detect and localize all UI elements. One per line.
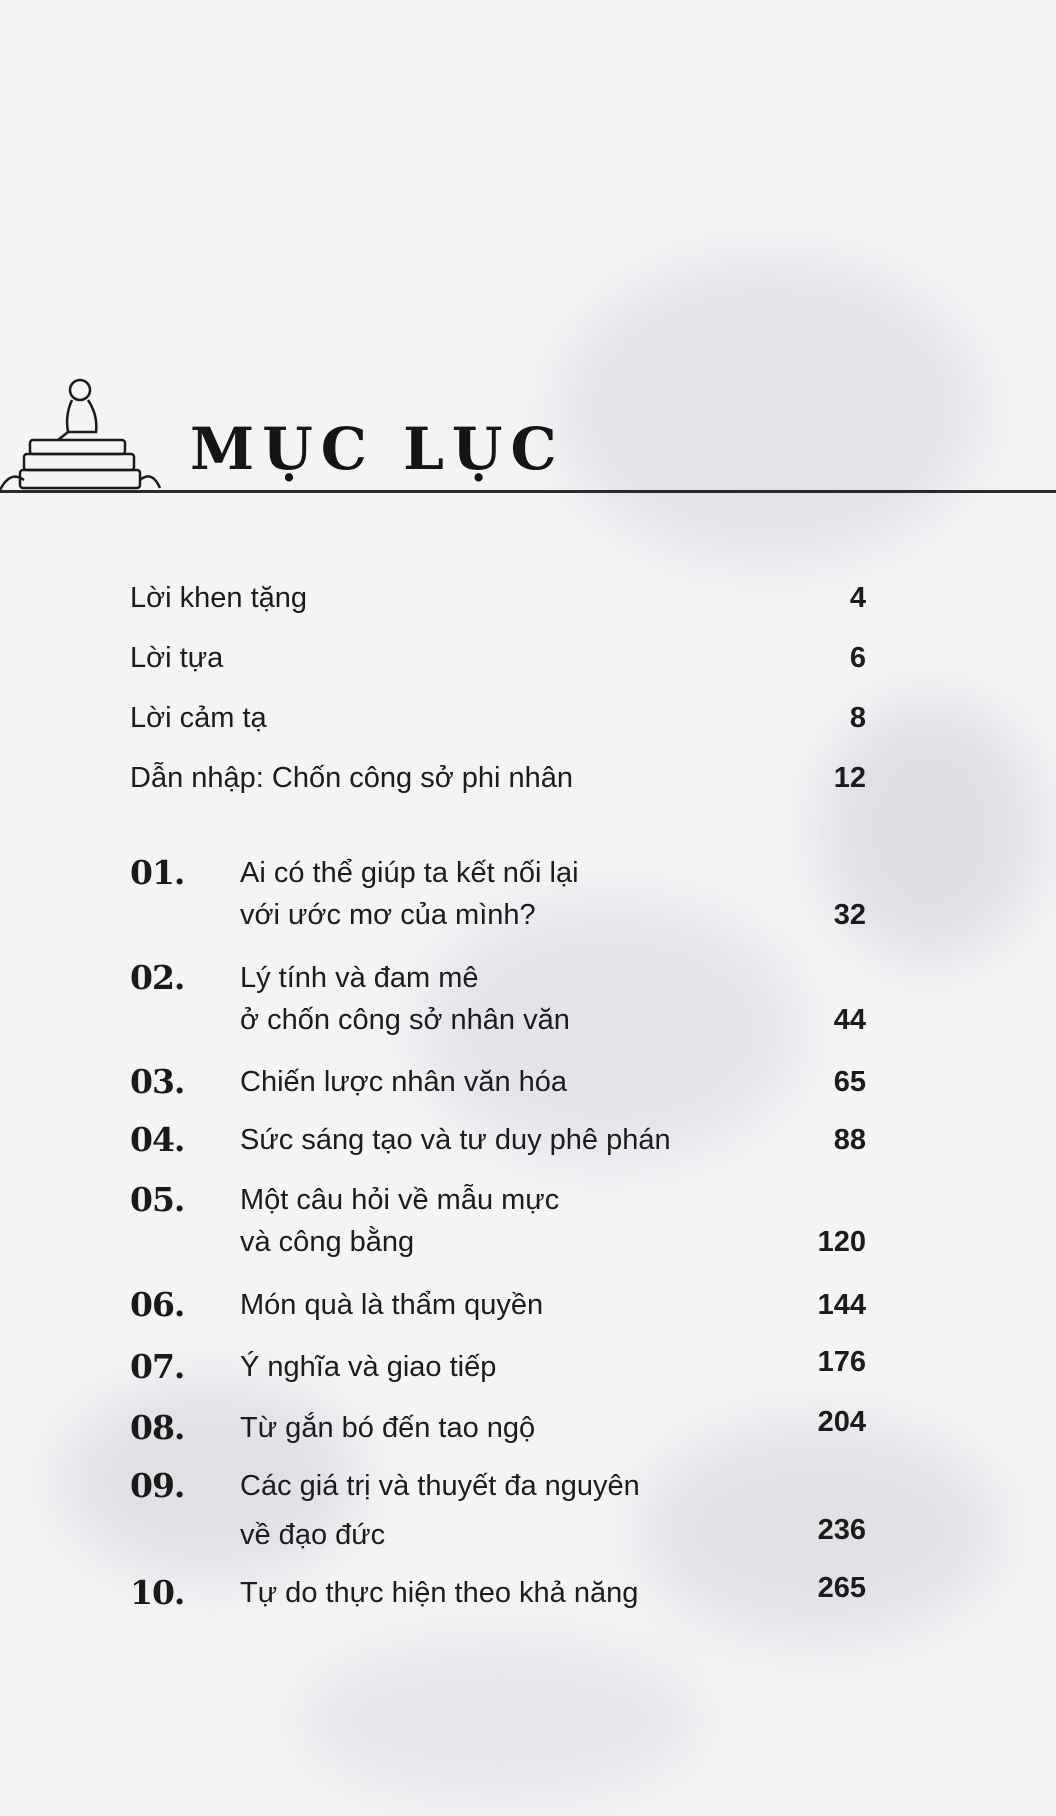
chapter-number: 01. bbox=[130, 853, 185, 892]
chapter-title-line1[interactable]: Tự do thực hiện theo khả năng bbox=[240, 1577, 639, 1609]
toc-entry-label[interactable]: Lời cảm tạ bbox=[130, 702, 267, 734]
chapter-title-line1[interactable]: Chiến lược nhân văn hóa bbox=[240, 1066, 568, 1098]
chapter-title-line1[interactable]: Từ gắn bó đến tao ngộ bbox=[240, 1412, 536, 1444]
reading-figure-on-books-icon bbox=[0, 370, 170, 505]
page-title: MỤC LỤC bbox=[190, 415, 565, 483]
toc-entry-page: 6 bbox=[849, 642, 866, 674]
chapter-title-line2[interactable]: và công bằng bbox=[240, 1226, 415, 1258]
chapter-title-line1[interactable]: Một câu hỏi về mẫu mực bbox=[240, 1184, 560, 1216]
chapter-page: 120 bbox=[817, 1226, 866, 1258]
chapter-number: 09. bbox=[130, 1466, 185, 1505]
chapter-title-line2[interactable]: về đạo đức bbox=[240, 1519, 386, 1551]
chapter-number: 05. bbox=[130, 1180, 185, 1219]
chapter-title-line1[interactable]: Sức sáng tạo và tư duy phê phán bbox=[240, 1124, 671, 1156]
chapter-title-line2[interactable]: với ước mơ của mình? bbox=[240, 899, 536, 931]
header-divider bbox=[0, 490, 1056, 493]
chapter-number: 06. bbox=[130, 1285, 185, 1324]
toc-entry-page: 12 bbox=[833, 762, 866, 794]
watercolor-stain bbox=[300, 1640, 700, 1800]
watercolor-stain bbox=[560, 260, 980, 560]
chapter-page: 65 bbox=[833, 1066, 866, 1098]
chapter-page: 32 bbox=[833, 899, 866, 931]
chapter-title-line1[interactable]: Ai có thể giúp ta kết nối lại bbox=[240, 857, 579, 889]
chapter-page: 265 bbox=[817, 1572, 866, 1604]
chapter-page: 204 bbox=[817, 1406, 866, 1438]
chapter-page: 44 bbox=[833, 1004, 866, 1036]
toc-entry-page: 4 bbox=[849, 582, 866, 614]
chapter-number: 02. bbox=[130, 958, 185, 997]
chapter-number: 04. bbox=[130, 1120, 185, 1159]
chapter-page: 88 bbox=[833, 1124, 866, 1156]
toc-entry-label[interactable]: Lời khen tặng bbox=[130, 582, 308, 614]
chapter-number: 07. bbox=[130, 1347, 185, 1386]
toc-entry-page: 8 bbox=[849, 702, 866, 734]
chapter-title-line1[interactable]: Các giá trị và thuyết đa nguyên bbox=[240, 1470, 640, 1502]
chapter-title-line1[interactable]: Ý nghĩa và giao tiếp bbox=[240, 1351, 497, 1383]
chapter-page: 176 bbox=[817, 1346, 866, 1378]
chapter-title-line1[interactable]: Lý tính và đam mê bbox=[240, 962, 479, 994]
chapter-number: 08. bbox=[130, 1408, 185, 1447]
chapter-title-line1[interactable]: Món quà là thẩm quyền bbox=[240, 1289, 544, 1321]
chapter-page: 236 bbox=[817, 1514, 866, 1546]
chapter-title-line2[interactable]: ở chốn công sở nhân văn bbox=[240, 1004, 570, 1036]
chapter-number: 03. bbox=[130, 1062, 185, 1101]
toc-entry-label[interactable]: Lời tựa bbox=[130, 642, 224, 674]
toc-entry-label[interactable]: Dẫn nhập: Chốn công sở phi nhân bbox=[130, 762, 574, 794]
chapter-number: 10. bbox=[130, 1573, 185, 1612]
chapter-page: 144 bbox=[817, 1289, 866, 1321]
